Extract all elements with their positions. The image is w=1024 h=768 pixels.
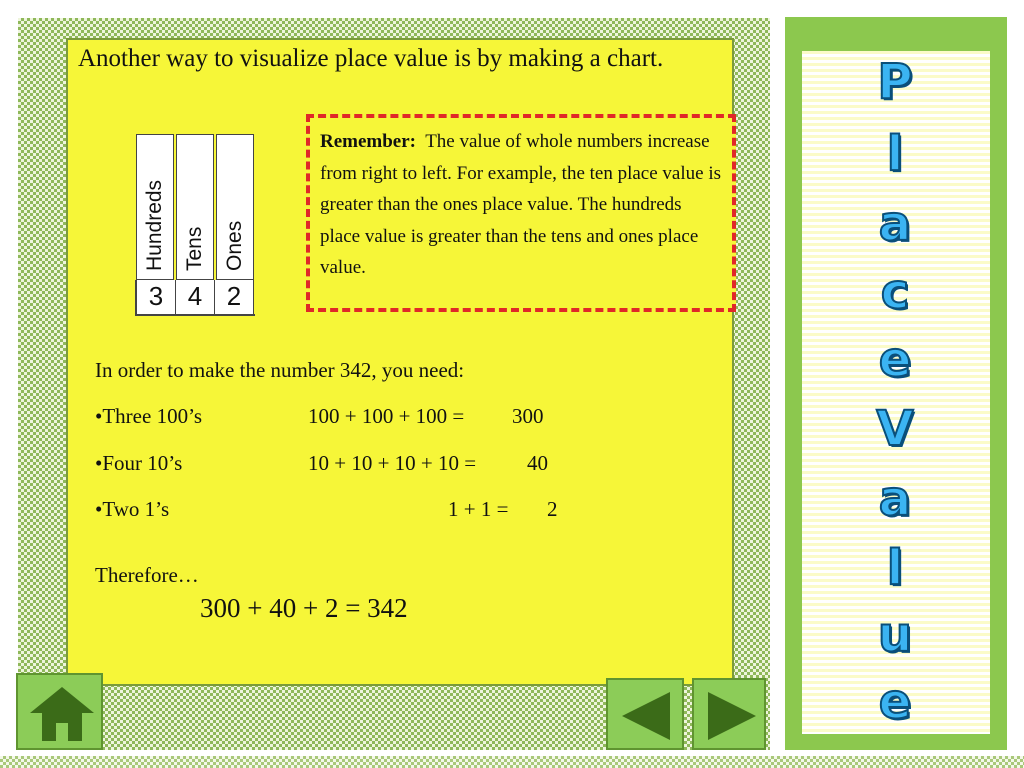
column-label-hundreds: Hundreds bbox=[143, 179, 166, 271]
row-item-tens: •Four 10’s bbox=[95, 451, 183, 475]
title-letter-a: a bbox=[878, 196, 912, 252]
column-hundreds bbox=[136, 134, 174, 280]
remember-label: Remember: bbox=[320, 131, 417, 152]
row-result-tens: 40 bbox=[527, 451, 548, 475]
row-sum-ones: 1 + 1 = bbox=[448, 497, 509, 521]
column-tens bbox=[176, 134, 214, 280]
bottom-pattern-strip bbox=[0, 756, 1024, 768]
row-item-hundreds: •Three 100’s bbox=[95, 404, 203, 428]
intro-text: In order to make the number 342, you need: bbox=[95, 358, 465, 382]
digit-hundreds: 3 bbox=[137, 280, 176, 314]
title-letter-c: c bbox=[880, 264, 910, 320]
title-letter-l2: l bbox=[886, 540, 904, 596]
remember-text: The value of whole numbers increase from right to left. For example, the ten place value is greater than the ones place value. The hundreds place value is greater than the tens and ones place value. bbox=[320, 131, 721, 278]
final-equation: 300 + 40 + 2 = 342 bbox=[200, 593, 408, 623]
home-button[interactable] bbox=[16, 673, 103, 750]
row-item-ones: •Two 1’s bbox=[95, 497, 170, 521]
digit-tens: 4 bbox=[176, 280, 215, 314]
triangle-right-icon bbox=[694, 680, 768, 752]
title-letter-p: P bbox=[877, 54, 913, 110]
row-sum-tens: 10 + 10 + 10 + 10 = bbox=[308, 451, 477, 475]
title-letter-l: l bbox=[886, 126, 904, 182]
digit-row bbox=[135, 280, 255, 316]
title-letter-a2: a bbox=[878, 471, 912, 527]
row-sum-hundreds: 100 + 100 + 100 = bbox=[308, 404, 465, 428]
remember-box bbox=[306, 114, 736, 312]
back-button[interactable] bbox=[606, 678, 684, 750]
column-label-ones: Ones bbox=[223, 220, 246, 271]
triangle-left-icon bbox=[608, 680, 686, 752]
home-icon bbox=[18, 675, 105, 752]
title-letter-v: V bbox=[876, 401, 914, 457]
digit-ones: 2 bbox=[215, 280, 254, 314]
title-letter-e2: e bbox=[878, 674, 912, 730]
forward-button[interactable] bbox=[692, 678, 766, 750]
page-heading: Another way to visualize place value is by making a chart. bbox=[78, 45, 664, 72]
therefore-text: Therefore… bbox=[95, 563, 199, 587]
row-result-hundreds: 300 bbox=[512, 404, 544, 428]
column-ones bbox=[216, 134, 254, 280]
title-letter-e: e bbox=[878, 332, 912, 388]
row-result-ones: 2 bbox=[547, 497, 558, 521]
title-letter-u: u bbox=[877, 607, 913, 663]
column-label-tens: Tens bbox=[183, 226, 206, 271]
